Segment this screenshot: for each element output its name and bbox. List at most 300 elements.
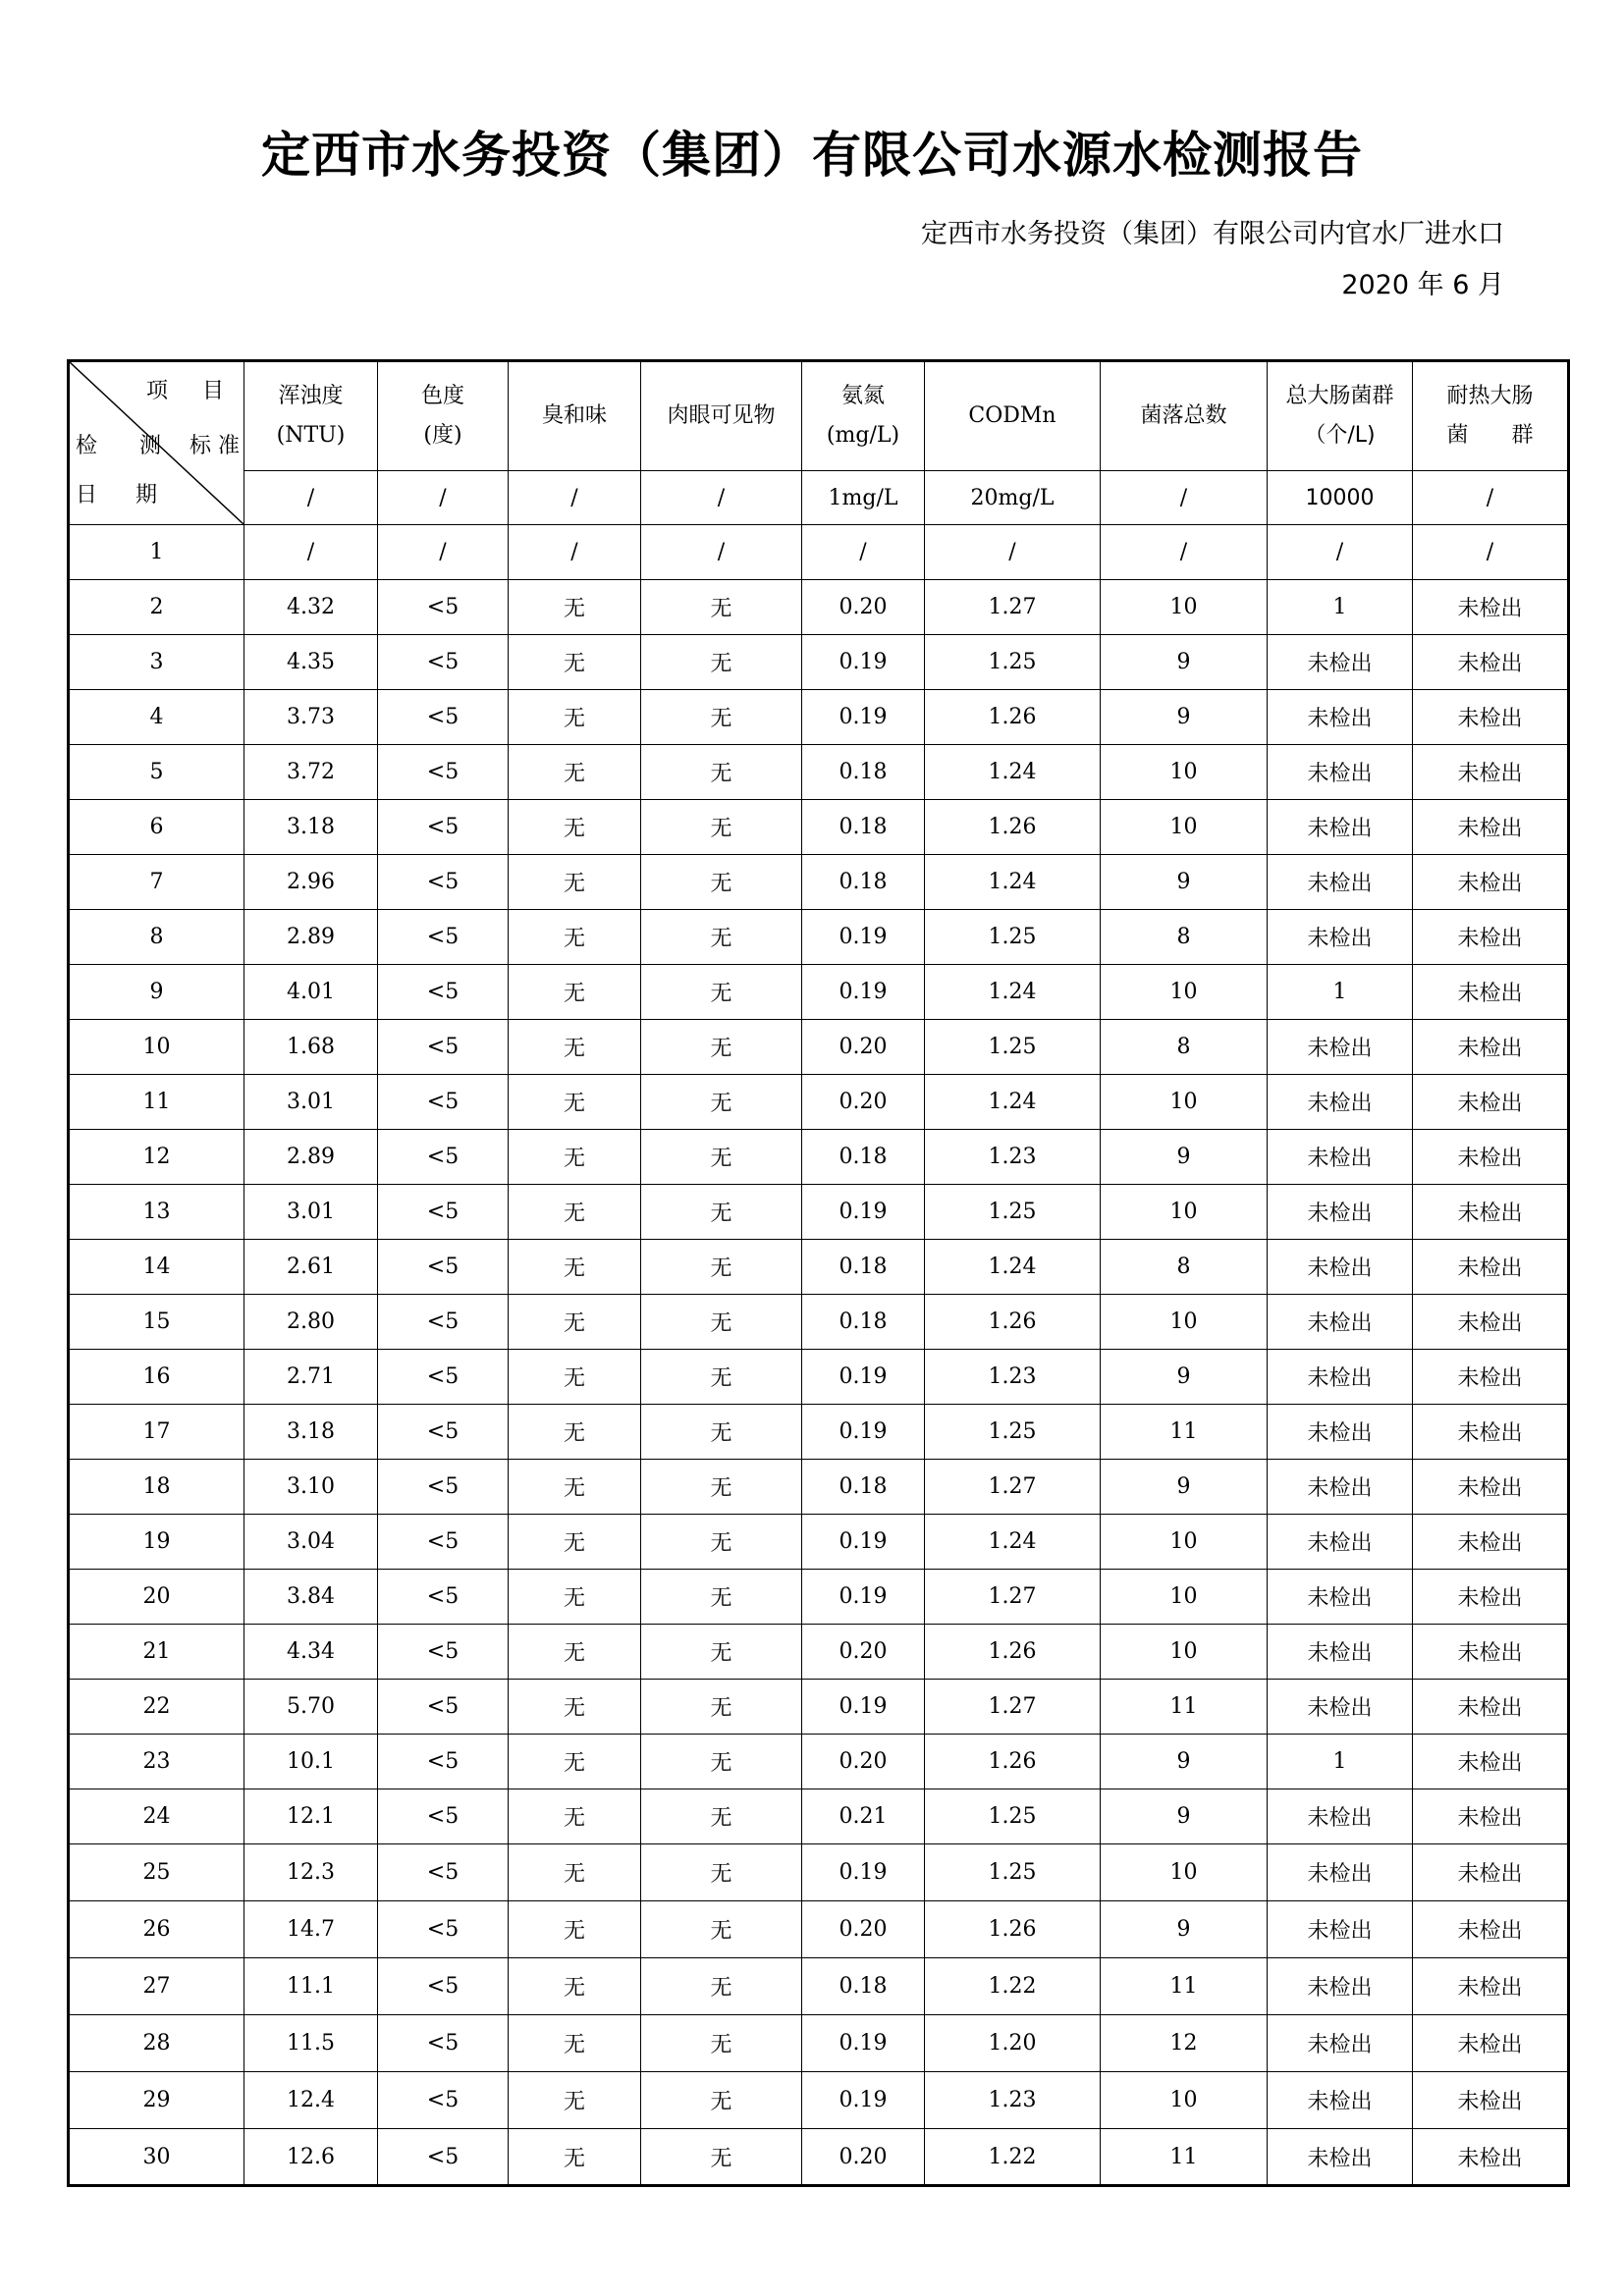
day-cell: 6 xyxy=(69,800,244,855)
data-cell: 无 xyxy=(641,1075,802,1130)
report-subtitle: 定西市水务投资（集团）有限公司内官水厂进水口 xyxy=(921,219,1504,249)
standard-value: 20mg/L xyxy=(925,471,1101,525)
data-cell: 2.89 xyxy=(244,910,378,965)
corner-date-label: 日 期 xyxy=(76,483,173,507)
data-cell: 1.24 xyxy=(925,745,1101,800)
standard-value: / xyxy=(244,471,378,525)
data-cell: 未检出 xyxy=(1413,855,1569,910)
data-cell: 1.22 xyxy=(925,2129,1101,2186)
data-cell: <5 xyxy=(378,1240,509,1295)
data-cell: 未检出 xyxy=(1413,1460,1569,1515)
data-cell: 未检出 xyxy=(1268,1515,1413,1570)
data-cell: 未检出 xyxy=(1413,1405,1569,1460)
data-cell: 无 xyxy=(509,1625,641,1680)
data-cell: 未检出 xyxy=(1268,745,1413,800)
data-cell: 未检出 xyxy=(1413,1020,1569,1075)
data-cell: 无 xyxy=(509,635,641,690)
table-row xyxy=(69,1185,1569,1240)
data-cell: 10 xyxy=(1101,1185,1268,1240)
data-cell: 9 xyxy=(1101,1901,1268,1958)
data-cell: 未检出 xyxy=(1413,2015,1569,2072)
data-cell: <5 xyxy=(378,1350,509,1405)
data-cell: / xyxy=(925,525,1101,580)
column-header xyxy=(1268,361,1413,471)
table-row xyxy=(69,1020,1569,1075)
data-cell: 未检出 xyxy=(1413,2129,1569,2186)
data-cell: 未检出 xyxy=(1268,1295,1413,1350)
data-cell: 未检出 xyxy=(1268,800,1413,855)
data-cell: 1.22 xyxy=(925,1958,1101,2015)
data-cell: <5 xyxy=(378,1130,509,1185)
data-cell: 无 xyxy=(641,1680,802,1735)
day-cell: 10 xyxy=(69,1020,244,1075)
data-cell: 10.1 xyxy=(244,1735,378,1789)
data-cell: 未检出 xyxy=(1413,635,1569,690)
column-header xyxy=(641,361,802,471)
data-cell: 11.1 xyxy=(244,1958,378,2015)
data-cell: 0.20 xyxy=(802,1075,925,1130)
day-cell: 24 xyxy=(69,1789,244,1844)
data-cell: 无 xyxy=(509,910,641,965)
data-cell: 0.18 xyxy=(802,745,925,800)
data-cell: 12.1 xyxy=(244,1789,378,1844)
data-cell: 1.26 xyxy=(925,800,1101,855)
data-cell: 10 xyxy=(1101,1295,1268,1350)
data-cell: 无 xyxy=(641,2129,802,2186)
data-cell: 11.5 xyxy=(244,2015,378,2072)
data-cell: 3.84 xyxy=(244,1570,378,1625)
data-cell: 12.6 xyxy=(244,2129,378,2186)
table-row xyxy=(69,1515,1569,1570)
data-cell: 未检出 xyxy=(1268,690,1413,745)
data-cell: 未检出 xyxy=(1268,1350,1413,1405)
data-cell: 0.19 xyxy=(802,690,925,745)
data-cell: 未检出 xyxy=(1413,1295,1569,1350)
data-cell: 2.71 xyxy=(244,1350,378,1405)
data-cell: 未检出 xyxy=(1413,1515,1569,1570)
table-row xyxy=(69,1789,1569,1844)
data-cell: 0.20 xyxy=(802,1901,925,1958)
data-cell: 3.18 xyxy=(244,800,378,855)
column-header-unit: (NTU) xyxy=(276,423,346,448)
column-header-label: 色度 xyxy=(420,384,464,408)
data-cell: 未检出 xyxy=(1268,1075,1413,1130)
column-header xyxy=(802,361,925,471)
data-cell: 无 xyxy=(509,1735,641,1789)
data-cell: 0.19 xyxy=(802,1844,925,1901)
data-cell: 无 xyxy=(509,800,641,855)
table-row xyxy=(69,1958,1569,2015)
column-header xyxy=(509,361,641,471)
data-cell: 未检出 xyxy=(1413,1844,1569,1901)
day-cell: 5 xyxy=(69,745,244,800)
table-row xyxy=(69,1075,1569,1130)
column-header xyxy=(925,361,1101,471)
data-cell: 未检出 xyxy=(1268,2072,1413,2129)
data-cell: 未检出 xyxy=(1268,1958,1413,2015)
data-cell: 无 xyxy=(641,1020,802,1075)
data-cell: 1.25 xyxy=(925,1020,1101,1075)
table-row xyxy=(69,1350,1569,1405)
data-cell: 未检出 xyxy=(1268,1185,1413,1240)
data-cell: 无 xyxy=(641,1789,802,1844)
data-cell: 无 xyxy=(641,1350,802,1405)
data-cell: 4.35 xyxy=(244,635,378,690)
data-cell: <5 xyxy=(378,1680,509,1735)
data-cell: 1.25 xyxy=(925,1185,1101,1240)
data-cell: 无 xyxy=(509,2072,641,2129)
data-cell: <5 xyxy=(378,2015,509,2072)
data-cell: 无 xyxy=(509,1350,641,1405)
data-cell: 无 xyxy=(509,1515,641,1570)
data-cell: 未检出 xyxy=(1268,1901,1413,1958)
data-cell: 未检出 xyxy=(1413,580,1569,635)
data-cell: 3.73 xyxy=(244,690,378,745)
data-cell: 9 xyxy=(1101,1130,1268,1185)
data-cell: 未检出 xyxy=(1413,800,1569,855)
data-cell: 1.20 xyxy=(925,2015,1101,2072)
column-header-unit: （个/L) xyxy=(1304,423,1376,448)
data-cell: <5 xyxy=(378,2072,509,2129)
table-row xyxy=(69,1240,1569,1295)
day-cell: 29 xyxy=(69,2072,244,2129)
data-cell: 0.19 xyxy=(802,2015,925,2072)
data-cell: 1.25 xyxy=(925,1789,1101,1844)
column-header-label: 耐热大肠 xyxy=(1446,384,1534,408)
data-cell: 无 xyxy=(641,1185,802,1240)
data-cell: 1.27 xyxy=(925,1680,1101,1735)
column-header-label: 浑浊度 xyxy=(278,384,344,408)
data-cell: 10 xyxy=(1101,800,1268,855)
data-cell: 无 xyxy=(641,1625,802,1680)
standard-value: / xyxy=(641,471,802,525)
column-header-label: CODMn xyxy=(968,403,1056,428)
data-cell: 1.27 xyxy=(925,580,1101,635)
data-cell: 未检出 xyxy=(1413,1350,1569,1405)
data-cell: 未检出 xyxy=(1268,635,1413,690)
data-cell: 0.19 xyxy=(802,635,925,690)
data-cell: 未检出 xyxy=(1268,1625,1413,1680)
data-cell: 9 xyxy=(1101,1350,1268,1405)
data-cell: 未检出 xyxy=(1268,1020,1413,1075)
data-cell: 1.68 xyxy=(244,1020,378,1075)
data-cell: 未检出 xyxy=(1413,690,1569,745)
data-cell: 1.23 xyxy=(925,1130,1101,1185)
data-cell: 无 xyxy=(509,1460,641,1515)
standard-value: / xyxy=(1101,471,1268,525)
data-cell: 12 xyxy=(1101,2015,1268,2072)
data-cell: 12.3 xyxy=(244,1844,378,1901)
report-title: 定西市水务投资（集团）有限公司水源水检测报告 xyxy=(261,127,1363,184)
data-cell: 1.23 xyxy=(925,2072,1101,2129)
data-cell: 无 xyxy=(641,800,802,855)
data-cell: 0.18 xyxy=(802,1240,925,1295)
data-cell: 无 xyxy=(641,1901,802,1958)
data-cell: 1.23 xyxy=(925,1350,1101,1405)
data-cell: 1.27 xyxy=(925,1460,1101,1515)
data-cell: <5 xyxy=(378,910,509,965)
data-cell: / xyxy=(641,525,802,580)
table-row xyxy=(69,635,1569,690)
data-cell: 9 xyxy=(1101,1460,1268,1515)
column-header-label: 氨氮 xyxy=(840,384,885,408)
data-cell: <5 xyxy=(378,1185,509,1240)
data-cell: 无 xyxy=(509,965,641,1020)
data-cell: 无 xyxy=(641,1130,802,1185)
data-cell: 未检出 xyxy=(1413,1901,1569,1958)
data-cell: <5 xyxy=(378,1901,509,1958)
data-cell: <5 xyxy=(378,1625,509,1680)
data-cell: <5 xyxy=(378,1958,509,2015)
data-cell: <5 xyxy=(378,1020,509,1075)
data-cell: <5 xyxy=(378,1460,509,1515)
day-cell: 12 xyxy=(69,1130,244,1185)
day-cell: 14 xyxy=(69,1240,244,1295)
data-cell: <5 xyxy=(378,690,509,745)
data-cell: 无 xyxy=(509,1570,641,1625)
day-cell: 4 xyxy=(69,690,244,745)
data-cell: 1.24 xyxy=(925,1515,1101,1570)
data-cell: 1.27 xyxy=(925,1570,1101,1625)
table-row xyxy=(69,690,1569,745)
data-cell: 无 xyxy=(641,2072,802,2129)
data-cell: 10 xyxy=(1101,965,1268,1020)
data-cell: 无 xyxy=(641,855,802,910)
data-cell: 未检出 xyxy=(1268,1844,1413,1901)
data-cell: 8 xyxy=(1101,1020,1268,1075)
column-header xyxy=(1101,361,1268,471)
data-cell: 未检出 xyxy=(1268,1240,1413,1295)
data-cell: 12.4 xyxy=(244,2072,378,2129)
data-cell: 未检出 xyxy=(1268,1405,1413,1460)
day-cell: 3 xyxy=(69,635,244,690)
data-cell: 10 xyxy=(1101,2072,1268,2129)
data-cell: <5 xyxy=(378,1295,509,1350)
day-cell: 25 xyxy=(69,1844,244,1901)
report-date: 2020 年 6 月 xyxy=(1341,270,1504,300)
data-cell: 1.25 xyxy=(925,1405,1101,1460)
corner-standard-label: 标 准 xyxy=(189,434,240,458)
data-cell: 2.80 xyxy=(244,1295,378,1350)
data-cell: <5 xyxy=(378,855,509,910)
table-row xyxy=(69,525,1569,580)
data-cell: 无 xyxy=(641,1958,802,2015)
data-cell: / xyxy=(378,525,509,580)
table-row xyxy=(69,2015,1569,2072)
day-cell: 17 xyxy=(69,1405,244,1460)
data-cell: 0.18 xyxy=(802,1130,925,1185)
data-cell: / xyxy=(509,525,641,580)
data-cell: 0.18 xyxy=(802,1958,925,2015)
data-cell: 无 xyxy=(641,580,802,635)
column-header xyxy=(244,361,378,471)
data-cell: 未检出 xyxy=(1413,1185,1569,1240)
data-cell: 11 xyxy=(1101,2129,1268,2186)
data-cell: 无 xyxy=(509,1405,641,1460)
data-cell: 未检出 xyxy=(1268,1570,1413,1625)
data-cell: 8 xyxy=(1101,1240,1268,1295)
data-cell: 1.26 xyxy=(925,690,1101,745)
table-row xyxy=(69,1405,1569,1460)
data-cell: 无 xyxy=(641,1460,802,1515)
data-cell: 1.24 xyxy=(925,1240,1101,1295)
data-cell: 1 xyxy=(1268,580,1413,635)
data-cell: 无 xyxy=(509,855,641,910)
data-cell: 未检出 xyxy=(1413,1075,1569,1130)
data-cell: 未检出 xyxy=(1268,910,1413,965)
data-cell: 0.19 xyxy=(802,965,925,1020)
data-cell: 10 xyxy=(1101,1075,1268,1130)
data-cell: 1.24 xyxy=(925,965,1101,1020)
data-cell: 1 xyxy=(1268,965,1413,1020)
day-cell: 11 xyxy=(69,1075,244,1130)
table-row xyxy=(69,1570,1569,1625)
column-header-unit: 菌 群 xyxy=(1446,423,1534,448)
data-cell: 无 xyxy=(641,1295,802,1350)
data-cell: 0.19 xyxy=(802,910,925,965)
data-cell: 4.32 xyxy=(244,580,378,635)
data-cell: 无 xyxy=(509,1295,641,1350)
data-cell: <5 xyxy=(378,1844,509,1901)
data-cell: 无 xyxy=(641,690,802,745)
table-row xyxy=(69,1901,1569,1958)
day-cell: 1 xyxy=(69,525,244,580)
data-cell: 未检出 xyxy=(1413,1570,1569,1625)
data-cell: 0.18 xyxy=(802,800,925,855)
data-cell: 0.18 xyxy=(802,1460,925,1515)
day-cell: 26 xyxy=(69,1901,244,1958)
data-cell: 9 xyxy=(1101,635,1268,690)
corner-header-cell xyxy=(69,361,244,525)
table-row xyxy=(69,1295,1569,1350)
data-cell: 0.19 xyxy=(802,1185,925,1240)
standard-value: / xyxy=(1413,471,1569,525)
data-cell: 未检出 xyxy=(1413,2072,1569,2129)
data-cell: 未检出 xyxy=(1268,1680,1413,1735)
data-cell: 无 xyxy=(509,690,641,745)
data-cell: 5.70 xyxy=(244,1680,378,1735)
data-cell: / xyxy=(1101,525,1268,580)
data-cell: <5 xyxy=(378,2129,509,2186)
data-cell: <5 xyxy=(378,1735,509,1789)
table-row xyxy=(69,800,1569,855)
data-cell: 0.19 xyxy=(802,1680,925,1735)
data-cell: <5 xyxy=(378,965,509,1020)
table-row xyxy=(69,745,1569,800)
table-row xyxy=(69,1130,1569,1185)
data-cell: 0.19 xyxy=(802,2072,925,2129)
standard-value: 10000 xyxy=(1268,471,1413,525)
data-cell: 未检出 xyxy=(1268,2015,1413,2072)
corner-item-label: 项 目 xyxy=(146,379,238,403)
data-cell: 1.26 xyxy=(925,1295,1101,1350)
data-cell: 无 xyxy=(641,1405,802,1460)
day-cell: 28 xyxy=(69,2015,244,2072)
data-cell: 未检出 xyxy=(1413,1958,1569,2015)
data-cell: 11 xyxy=(1101,1680,1268,1735)
day-cell: 20 xyxy=(69,1570,244,1625)
table-row xyxy=(69,1844,1569,1901)
data-cell: 0.19 xyxy=(802,1405,925,1460)
day-cell: 30 xyxy=(69,2129,244,2186)
table-row xyxy=(69,855,1569,910)
data-cell: 0.20 xyxy=(802,1625,925,1680)
table-row xyxy=(69,1680,1569,1735)
data-cell: 10 xyxy=(1101,1515,1268,1570)
data-cell: 2.96 xyxy=(244,855,378,910)
column-header-unit: (mg/L) xyxy=(826,423,900,448)
data-cell: 10 xyxy=(1101,1844,1268,1901)
data-cell: 9 xyxy=(1101,1735,1268,1789)
day-cell: 2 xyxy=(69,580,244,635)
day-cell: 18 xyxy=(69,1460,244,1515)
data-cell: 4.34 xyxy=(244,1625,378,1680)
data-cell: / xyxy=(1413,525,1569,580)
data-cell: 未检出 xyxy=(1413,1625,1569,1680)
data-cell: 0.19 xyxy=(802,1350,925,1405)
day-cell: 23 xyxy=(69,1735,244,1789)
data-cell: 未检出 xyxy=(1413,910,1569,965)
data-cell: 11 xyxy=(1101,1405,1268,1460)
data-cell: 无 xyxy=(509,745,641,800)
day-cell: 27 xyxy=(69,1958,244,2015)
day-cell: 15 xyxy=(69,1295,244,1350)
data-cell: 3.18 xyxy=(244,1405,378,1460)
data-cell: 10 xyxy=(1101,1570,1268,1625)
data-cell: 未检出 xyxy=(1268,1460,1413,1515)
data-cell: 1.26 xyxy=(925,1901,1101,1958)
data-cell: 11 xyxy=(1101,1958,1268,2015)
day-cell: 7 xyxy=(69,855,244,910)
data-cell: 14.7 xyxy=(244,1901,378,1958)
standard-value: / xyxy=(378,471,509,525)
table-row xyxy=(69,580,1569,635)
data-cell: / xyxy=(802,525,925,580)
data-cell: 无 xyxy=(509,2015,641,2072)
table-row xyxy=(69,2129,1569,2186)
day-cell: 19 xyxy=(69,1515,244,1570)
data-cell: 0.20 xyxy=(802,2129,925,2186)
data-cell: <5 xyxy=(378,635,509,690)
data-cell: 无 xyxy=(641,1570,802,1625)
data-cell: 9 xyxy=(1101,690,1268,745)
data-cell: 未检出 xyxy=(1268,2129,1413,2186)
data-cell: 3.01 xyxy=(244,1075,378,1130)
table-row xyxy=(69,910,1569,965)
data-cell: 1.24 xyxy=(925,1075,1101,1130)
standard-row xyxy=(69,471,1569,525)
data-cell: 3.04 xyxy=(244,1515,378,1570)
data-cell: 无 xyxy=(641,910,802,965)
data-cell: 2.61 xyxy=(244,1240,378,1295)
data-cell: 无 xyxy=(509,1958,641,2015)
column-header-label: 菌落总数 xyxy=(1140,403,1227,428)
table-row xyxy=(69,1460,1569,1515)
data-cell: <5 xyxy=(378,1075,509,1130)
data-cell: <5 xyxy=(378,1405,509,1460)
column-header-label: 肉眼可见物 xyxy=(667,403,776,428)
data-cell: 未检出 xyxy=(1413,745,1569,800)
table-row xyxy=(69,1735,1569,1789)
data-cell: 0.21 xyxy=(802,1789,925,1844)
column-header-label: 臭和味 xyxy=(541,403,607,428)
data-cell: 无 xyxy=(509,1185,641,1240)
data-cell: <5 xyxy=(378,1789,509,1844)
data-cell: 3.72 xyxy=(244,745,378,800)
data-cell: 1.24 xyxy=(925,855,1101,910)
data-cell: 1.25 xyxy=(925,635,1101,690)
data-cell: 无 xyxy=(509,1075,641,1130)
